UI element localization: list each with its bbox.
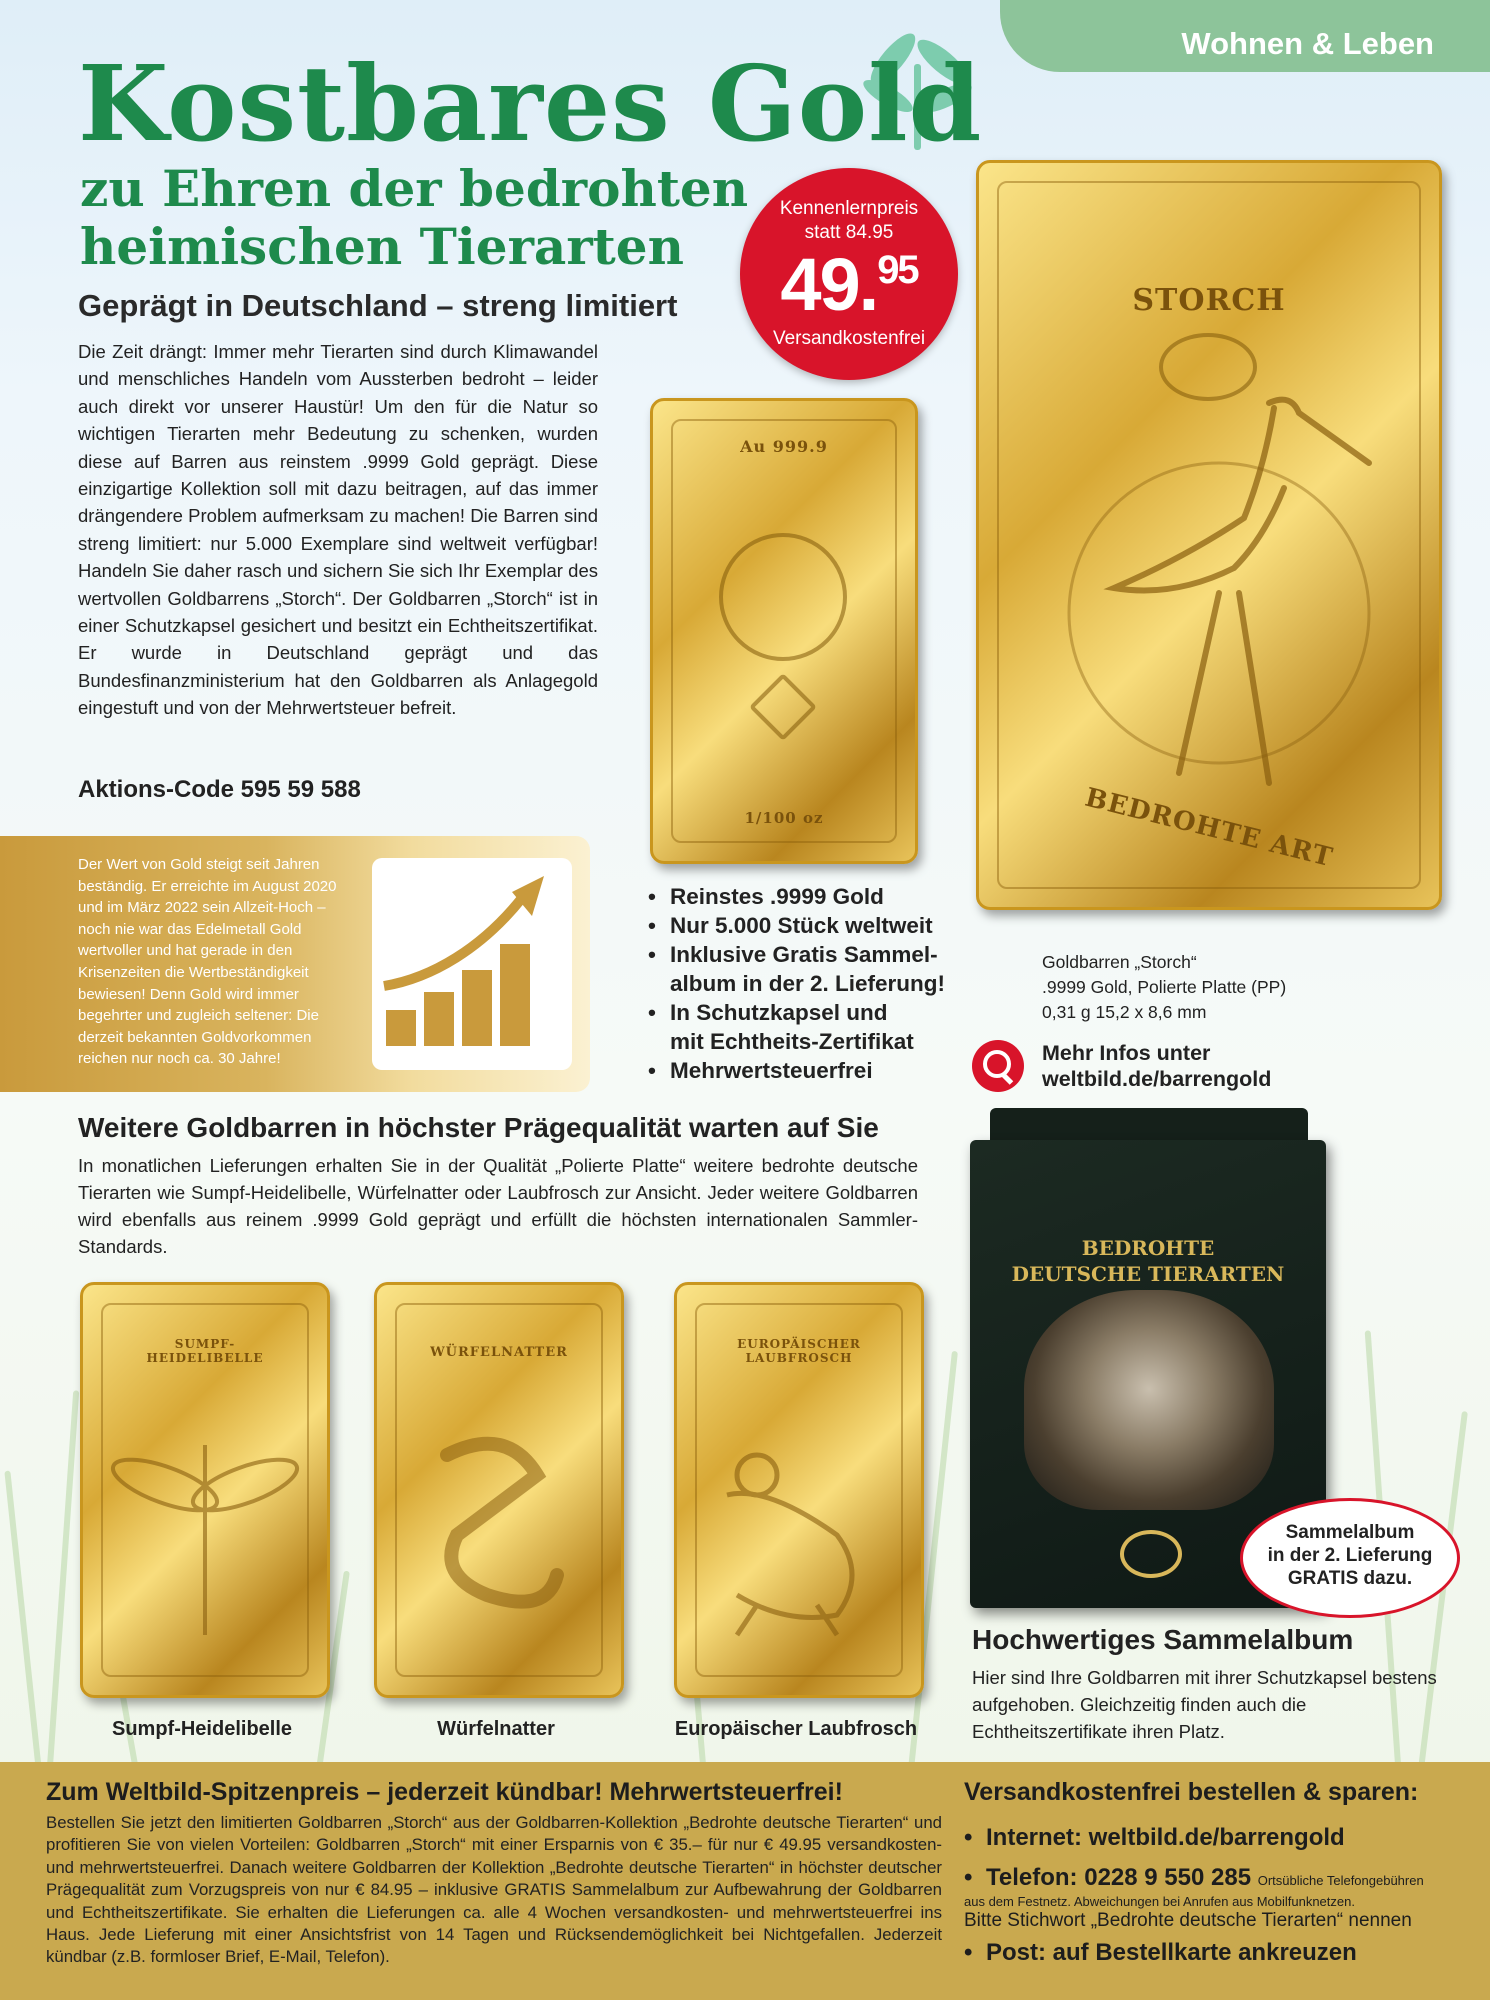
- feature-item: • Nur 5.000 Stück weltweit: [648, 911, 945, 940]
- stork-icon: [1059, 363, 1379, 823]
- phone-note: Ortsübliche Telefongebühren: [1257, 1873, 1424, 1888]
- price-cents: 95: [877, 248, 918, 292]
- more-info-label: Mehr Infos unter: [1042, 1041, 1211, 1065]
- price-main: 49.: [780, 243, 878, 326]
- subheadline: [80, 160, 748, 276]
- keyword-hint: Bitte Stichwort „Bedrohte deutsche Tierarten“ nennen: [964, 1910, 1412, 1931]
- phone-note-2: aus dem Festnetz. Abweichungen bei Anrufen aus Mobilfunknetzen.: [964, 1894, 1355, 1909]
- bar-label: Würfelnatter: [437, 1718, 555, 1740]
- album-heading: Hochwertiges Sammelalbum: [972, 1624, 1354, 1655]
- snake-icon: [407, 1415, 587, 1655]
- wolf-image: [1024, 1290, 1274, 1510]
- bar-label: Sumpf-Heidelibelle: [111, 1718, 293, 1740]
- intro-text: Die Zeit drängt: Immer mehr Tierarten sind durch Klimawandel und menschliches Handeln vom Aussterben bedroht – leider auch direkt vor unserer Haustür! Um den für die Natur so wichtigen Tierarten mehr Bedeutung zu schenken, wurden diese auf Barren aus reinstem .9999 Gold geprägt. Diese einzigartige Kollektion soll mit dazu beitragen, auf das immer drängendere Problem aufmerksam zu machen! Die Barren sind streng limitiert: nur 5.000 Exemplare sind weltweit verfügbar! Handeln Sie daher rasch und sichern Sie sich Ihr Exemplar des wertvollen Goldbarrens „Storch“. Der Goldbarren „Storch“ ist in einer Schutzkapsel gesichert und besitzt ein Echtheitszertifikat. Er wurde in Deutschland geprägt und das Bundesfinanzministerium hat den Goldbarren als Anlagegold eingestuft und von der Mehrwertsteuer befreit.: [78, 341, 598, 719]
- tagline: Geprägt in Deutschland – streng limitiert: [78, 288, 678, 323]
- phone-number[interactable]: Telefon: 0228 9 550 285: [986, 1864, 1252, 1891]
- gold-value-box: [0, 836, 590, 1092]
- search-icon: [972, 1040, 1024, 1092]
- frog-icon: [697, 1435, 897, 1655]
- caption-line: 0,31 g 15,2 x 8,6 mm: [1042, 1002, 1207, 1022]
- more-info[interactable]: [1042, 1040, 1271, 1092]
- growth-chart-icon: [372, 858, 572, 1070]
- subheadline-line-2: heimischen Tierarten: [80, 217, 684, 276]
- feature-item: • Mehrwertsteuerfrei: [648, 1056, 945, 1085]
- bar-engraving: WÜRFELNATTER: [430, 1345, 568, 1360]
- badge-line: GRATIS dazu.: [1287, 1568, 1413, 1589]
- gold-bar-storch: [976, 160, 1442, 910]
- feature-item-continuation: mit Echtheits-Zertifikat: [670, 1029, 914, 1054]
- feature-item: • Inklusive Gratis Sammel-: [648, 940, 945, 969]
- gold-bar-reverse: [650, 398, 918, 864]
- feature-item: • In Schutzkapsel und: [648, 998, 945, 1027]
- mint-logo-icon: [1120, 1530, 1182, 1578]
- product-caption: [1042, 950, 1286, 1025]
- headline: Kostbares Gold: [78, 42, 983, 165]
- bar-title: STORCH: [1132, 283, 1286, 318]
- section-text: In monatlichen Lieferungen erhalten Sie in der Qualität „Polierte Platte“ weitere bedrohte deutsche Tierarten wie Sumpf-Heidelibelle, Würfelnatter oder Laubfrosch zur Ansicht. Jeder weitere Goldbarren wird ebenfalls aus reinem .9999 Gold geprägt und erfüllt die höchsten internationalen Sammler-Standards.: [78, 1155, 918, 1257]
- section-title: Weitere Goldbarren in höchster Prägequalität warten auf Sie: [78, 1112, 879, 1143]
- bar-bottom-text: BEDROHTE ART: [1082, 782, 1336, 874]
- price-label: Kennenlernpreis: [779, 198, 919, 219]
- feature-item-continuation: album in der 2. Lieferung!: [670, 971, 946, 996]
- album-title-line-1: BEDROHTE: [1081, 1236, 1215, 1260]
- caption-line: Goldbarren „Storch“: [1042, 952, 1197, 972]
- gold-bar-snake: [374, 1282, 624, 1698]
- order-internet[interactable]: • Internet: weltbild.de/barrengold: [964, 1822, 1474, 1854]
- bar-engraving: EUROPÄISCHER LAUBFROSCH: [737, 1337, 861, 1365]
- category-tab: [1000, 0, 1490, 72]
- order-title: Versandkostenfrei bestellen & sparen:: [964, 1778, 1419, 1806]
- feature-item: • Reinstes .9999 Gold: [648, 882, 945, 911]
- price-badge: [740, 168, 958, 380]
- current-price: [740, 242, 958, 327]
- bar-label: Europäischer Laubfrosch: [674, 1718, 918, 1740]
- album-text: Hier sind Ihre Goldbarren mit ihrer Schutzkapsel bestens aufgehoben. Gleichzeitig finden auch die Echtheitszertifikate ihren Platz.: [972, 1667, 1437, 1742]
- bar-weight: 1/100 oz: [744, 809, 824, 827]
- order-options: [964, 1818, 1474, 1969]
- order-phone[interactable]: [964, 1862, 1474, 1894]
- subheadline-line-1: zu Ehren der bedrohten: [80, 159, 749, 218]
- bar-purity: Au 999.9: [740, 437, 828, 456]
- gold-value-text: Der Wert von Gold steigt seit Jahren beständig. Er erreichte im August 2020 und im März 2022 sein Allzeit-Hoch – noch nie war das Edelmetall Gold wertvoller und hat gerade in den Krisenzeiten die Wertbeständigkeit bewiesen! Denn Gold wird immer begehrter und zugleich seltener: Die derzeit bekannten Goldvorkommen reichen nur noch ca. 30 Jahre!: [78, 856, 337, 1068]
- caption-line: .9999 Gold, Polierte Platte (PP): [1042, 977, 1287, 997]
- old-price: statt 84.95: [804, 222, 894, 243]
- action-code: Aktions-Code 595 59 588: [78, 776, 361, 803]
- offer-terms: Bestellen Sie jetzt den limitierten Goldbarren „Storch“ aus der Goldbarren-Kollektion „Bedrohte deutsche Tierarten“ und profitieren Sie von vielen Vorteilen: Goldbarren „Storch“ mit einer Ersparnis von € 35.– für nur € 49.95 versandkosten- und mehrwertsteuerfrei. Danach weitere Goldbarren der Kollektion „Bedrohte deutsche Tierarten“ in höchster deutscher Prägequalität zum Vorzugspreis von nur € 84.95 – inklusive GRATIS Sammelalbum zur Aufbewahrung der Goldbarren und Echtheitszertifikate. Sie erhalten die Lieferungen ca. alle 4 Wochen versandkosten- und mehrwertsteuerfrei ins Haus. Jede Lieferung mit einer Ansichtsfrist von 14 Tagen und Rücksendemöglichkeit bei Nichtgefallen. Jederzeit kündbar (z.B. formloser Brief, E-Mail, Telefon).: [46, 1813, 942, 1967]
- shipping-note: Versandkostenfrei: [772, 328, 926, 349]
- mint-logo-icon: [719, 533, 847, 661]
- order-post[interactable]: • Post: auf Bestellkarte ankreuzen: [964, 1937, 1474, 1969]
- dragonfly-icon: [105, 1405, 305, 1645]
- more-info-link[interactable]: weltbild.de/barrengold: [1042, 1067, 1272, 1091]
- free-album-badge: [1240, 1498, 1460, 1618]
- feature-list: [648, 882, 945, 1085]
- bar-engraving: SUMPF-HEIDELIBELLE: [146, 1337, 264, 1365]
- album-title-line-2: DEUTSCHE TIERARTEN: [1011, 1262, 1285, 1286]
- category-label: Wohnen & Leben: [1181, 26, 1434, 61]
- badge-line: in der 2. Lieferung: [1267, 1545, 1433, 1566]
- gold-bar-dragonfly: [80, 1282, 330, 1698]
- badge-line: Sammelalbum: [1285, 1522, 1415, 1543]
- offer-title: Zum Weltbild-Spitzenpreis – jederzeit kündbar! Mehrwertsteuerfrei!: [46, 1778, 843, 1806]
- gold-bar-frog: [674, 1282, 924, 1698]
